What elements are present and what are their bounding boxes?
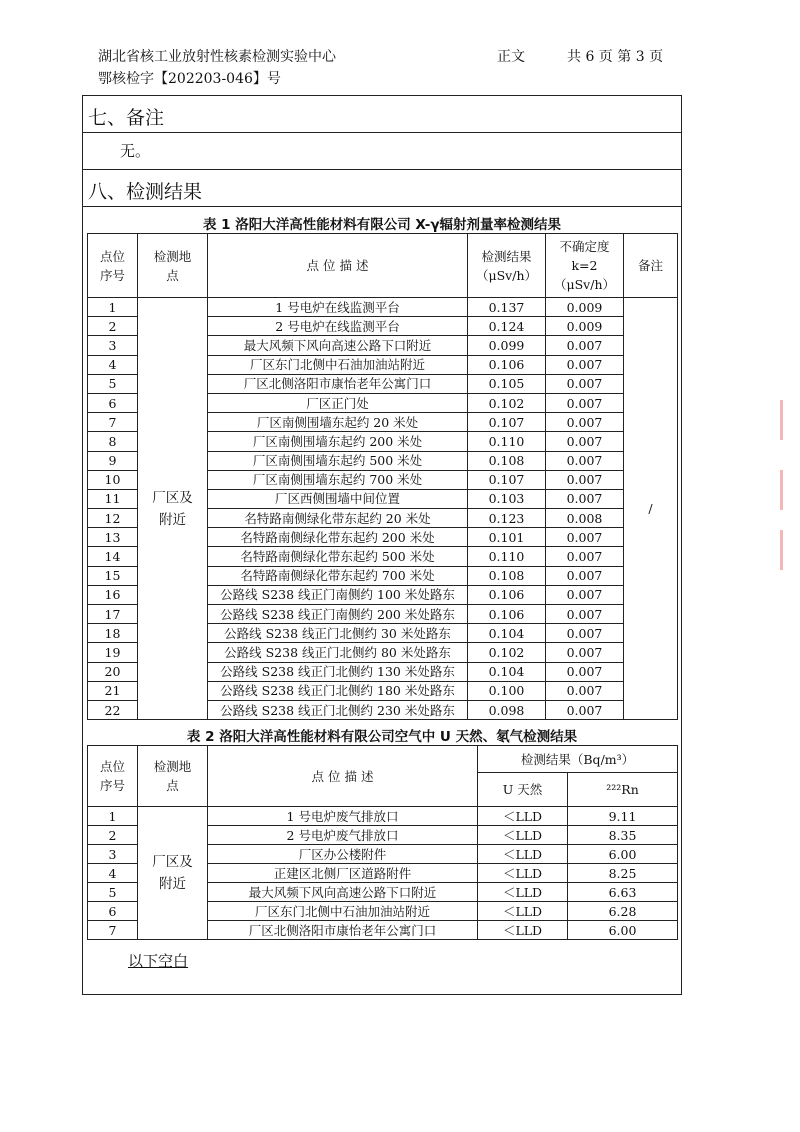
dose-rate: 0.106 — [468, 355, 546, 374]
rn222-value: 6.63 — [568, 883, 678, 902]
uncertainty: 0.007 — [546, 432, 624, 451]
doc-number: 鄂核检字【202203-046】号 — [98, 71, 281, 87]
header-desc: 点 位 描 述 — [208, 234, 468, 298]
point-no: 12 — [88, 509, 138, 528]
point-desc: 厂区北侧洛阳市康怡老年公寓门口 — [208, 374, 468, 393]
uncertainty: 0.007 — [546, 470, 624, 489]
dose-rate: 0.098 — [468, 700, 546, 719]
point-desc: 厂区南侧围墙东起约 700 米处 — [208, 470, 468, 489]
point-no: 7 — [88, 413, 138, 432]
header-no: 点位序号 — [88, 746, 138, 807]
uncertainty: 0.007 — [546, 624, 624, 643]
uncertainty: 0.008 — [546, 509, 624, 528]
header-u-natural: U 天然 — [478, 773, 568, 807]
uncertainty: 0.007 — [546, 355, 624, 374]
header-rn222: ²²²Rn — [568, 773, 678, 807]
header-desc: 点 位 描 述 — [208, 746, 478, 807]
point-no: 5 — [88, 883, 138, 902]
u-natural-value: ＜LLD — [478, 826, 568, 845]
dose-rate: 0.108 — [468, 451, 546, 470]
dose-rate: 0.099 — [468, 336, 546, 355]
divider — [82, 132, 682, 133]
point-desc: 厂区东门北侧中石油加油站附近 — [208, 902, 478, 921]
uncertainty: 0.007 — [546, 566, 624, 585]
dose-rate: 0.107 — [468, 470, 546, 489]
point-no: 10 — [88, 470, 138, 489]
header-remark: 备注 — [624, 234, 678, 298]
header-uncert: 不确定度 k=2（μSv/h） — [546, 234, 624, 298]
table1-header-row — [88, 234, 678, 298]
point-desc: 厂区正门处 — [208, 393, 468, 412]
dose-rate: 0.102 — [468, 643, 546, 662]
point-desc: 厂区南侧围墙东起约 20 米处 — [208, 413, 468, 432]
remarks-content: 无。 — [120, 142, 151, 160]
point-no: 4 — [88, 864, 138, 883]
section-results-title: 八、检测结果 — [88, 181, 203, 203]
dose-rate: 0.110 — [468, 547, 546, 566]
point-no: 13 — [88, 528, 138, 547]
uncertainty: 0.009 — [546, 317, 624, 336]
u-natural-value: ＜LLD — [478, 883, 568, 902]
dose-rate: 0.124 — [468, 317, 546, 336]
point-no: 20 — [88, 662, 138, 681]
uncertainty: 0.007 — [546, 662, 624, 681]
point-desc: 1 号电炉在线监测平台 — [208, 298, 468, 317]
dose-rate: 0.137 — [468, 298, 546, 317]
uncertainty: 0.007 — [546, 374, 624, 393]
header-result: 检测结果（Bq/m³） — [478, 746, 678, 773]
point-no: 2 — [88, 826, 138, 845]
rn222-value: 6.00 — [568, 921, 678, 940]
header-site: 检测地点 — [138, 234, 208, 298]
table-row — [88, 807, 678, 826]
rn222-value: 6.28 — [568, 902, 678, 921]
uncertainty: 0.007 — [546, 489, 624, 508]
seal-fragment-icon — [780, 470, 800, 510]
point-no: 17 — [88, 605, 138, 624]
table2-header-row — [88, 746, 678, 773]
point-desc: 厂区办公楼附件 — [208, 845, 478, 864]
point-desc: 厂区北侧洛阳市康怡老年公寓门口 — [208, 921, 478, 940]
dose-rate: 0.105 — [468, 374, 546, 393]
table2 — [87, 745, 678, 940]
rn222-value: 8.35 — [568, 826, 678, 845]
uncertainty: 0.007 — [546, 585, 624, 604]
page-info: 共 6 页 第 3 页 — [567, 49, 664, 65]
point-no: 5 — [88, 374, 138, 393]
section-label: 正文 — [497, 49, 525, 65]
rn222-value: 6.00 — [568, 845, 678, 864]
dose-rate: 0.100 — [468, 681, 546, 700]
dose-rate: 0.104 — [468, 624, 546, 643]
point-desc: 公路线 S238 线正门北侧约 230 米处路东 — [208, 700, 468, 719]
site-cell: 厂区及附近 — [138, 807, 208, 940]
table1 — [87, 233, 678, 720]
dose-rate: 0.108 — [468, 566, 546, 585]
header-result: 检测结果（μSv/h） — [468, 234, 546, 298]
point-no: 6 — [88, 393, 138, 412]
point-no: 18 — [88, 624, 138, 643]
point-desc: 厂区南侧围墙东起约 200 米处 — [208, 432, 468, 451]
dose-rate: 0.104 — [468, 662, 546, 681]
point-desc: 最大风频下风向高速公路下口附近 — [208, 883, 478, 902]
point-desc: 名特路南侧绿化带东起约 700 米处 — [208, 566, 468, 585]
point-no: 3 — [88, 845, 138, 864]
point-desc: 名特路南侧绿化带东起约 20 米处 — [208, 509, 468, 528]
dose-rate: 0.101 — [468, 528, 546, 547]
rn222-value: 9.11 — [568, 807, 678, 826]
point-desc: 1 号电炉废气排放口 — [208, 807, 478, 826]
point-desc: 正建区北侧厂区道路附件 — [208, 864, 478, 883]
point-desc: 2 号电炉在线监测平台 — [208, 317, 468, 336]
point-desc: 公路线 S238 线正门南侧约 200 米处路东 — [208, 605, 468, 624]
u-natural-value: ＜LLD — [478, 864, 568, 883]
uncertainty: 0.007 — [546, 681, 624, 700]
uncertainty: 0.007 — [546, 528, 624, 547]
table-row — [88, 298, 678, 317]
dose-rate: 0.110 — [468, 432, 546, 451]
point-no: 1 — [88, 807, 138, 826]
uncertainty: 0.007 — [546, 700, 624, 719]
u-natural-value: ＜LLD — [478, 902, 568, 921]
dose-rate: 0.106 — [468, 605, 546, 624]
uncertainty: 0.009 — [546, 298, 624, 317]
point-desc: 厂区东门北侧中石油加油站附近 — [208, 355, 468, 374]
point-desc: 名特路南侧绿化带东起约 500 米处 — [208, 547, 468, 566]
point-no: 19 — [88, 643, 138, 662]
section-remarks-title: 七、备注 — [88, 107, 165, 129]
header-site: 检测地点 — [138, 746, 208, 807]
dose-rate: 0.102 — [468, 393, 546, 412]
point-no: 4 — [88, 355, 138, 374]
point-desc: 公路线 S238 线正门北侧约 80 米处路东 — [208, 643, 468, 662]
u-natural-value: ＜LLD — [478, 921, 568, 940]
u-natural-value: ＜LLD — [478, 845, 568, 864]
dose-rate: 0.107 — [468, 413, 546, 432]
org-name: 湖北省核工业放射性核素检测实验中心 — [98, 49, 336, 65]
point-desc: 厂区西侧围墙中间位置 — [208, 489, 468, 508]
dose-rate: 0.106 — [468, 585, 546, 604]
point-no: 2 — [88, 317, 138, 336]
point-desc: 名特路南侧绿化带东起约 200 米处 — [208, 528, 468, 547]
point-no: 7 — [88, 921, 138, 940]
point-no: 15 — [88, 566, 138, 585]
rn222-value: 8.25 — [568, 864, 678, 883]
point-desc: 公路线 S238 线正门南侧约 100 米处路东 — [208, 585, 468, 604]
remark-cell: / — [624, 298, 678, 720]
uncertainty: 0.007 — [546, 336, 624, 355]
uncertainty: 0.007 — [546, 643, 624, 662]
uncertainty: 0.007 — [546, 451, 624, 470]
point-no: 8 — [88, 432, 138, 451]
point-desc: 最大风频下风向高速公路下口附近 — [208, 336, 468, 355]
divider — [82, 169, 682, 170]
seal-fragment-icon — [780, 530, 800, 570]
point-desc: 公路线 S238 线正门北侧约 30 米处路东 — [208, 624, 468, 643]
seal-fragment-icon — [780, 400, 800, 440]
dose-rate: 0.123 — [468, 509, 546, 528]
divider — [82, 206, 682, 207]
dose-rate: 0.103 — [468, 489, 546, 508]
point-desc: 厂区南侧围墙东起约 500 米处 — [208, 451, 468, 470]
point-no: 3 — [88, 336, 138, 355]
point-no: 22 — [88, 700, 138, 719]
point-no: 21 — [88, 681, 138, 700]
point-no: 9 — [88, 451, 138, 470]
uncertainty: 0.007 — [546, 393, 624, 412]
point-no: 11 — [88, 489, 138, 508]
point-no: 6 — [88, 902, 138, 921]
uncertainty: 0.007 — [546, 547, 624, 566]
point-no: 1 — [88, 298, 138, 317]
site-cell: 厂区及附近 — [138, 298, 208, 720]
table2-caption: 表 2 洛阳大洋高性能材料有限公司空气中 U 天然、氡气检测结果 — [186, 729, 578, 745]
point-no: 14 — [88, 547, 138, 566]
point-desc: 公路线 S238 线正门北侧约 130 米处路东 — [208, 662, 468, 681]
header-no: 点位序号 — [88, 234, 138, 298]
point-desc: 2 号电炉废气排放口 — [208, 826, 478, 845]
u-natural-value: ＜LLD — [478, 807, 568, 826]
uncertainty: 0.007 — [546, 413, 624, 432]
uncertainty: 0.007 — [546, 605, 624, 624]
point-desc: 公路线 S238 线正门北侧约 180 米处路东 — [208, 681, 468, 700]
point-no: 16 — [88, 585, 138, 604]
blank-below-note: 以下空白 — [128, 952, 189, 970]
table1-caption: 表 1 洛阳大洋高性能材料有限公司 X-γ辐射剂量率检测结果 — [202, 217, 562, 233]
